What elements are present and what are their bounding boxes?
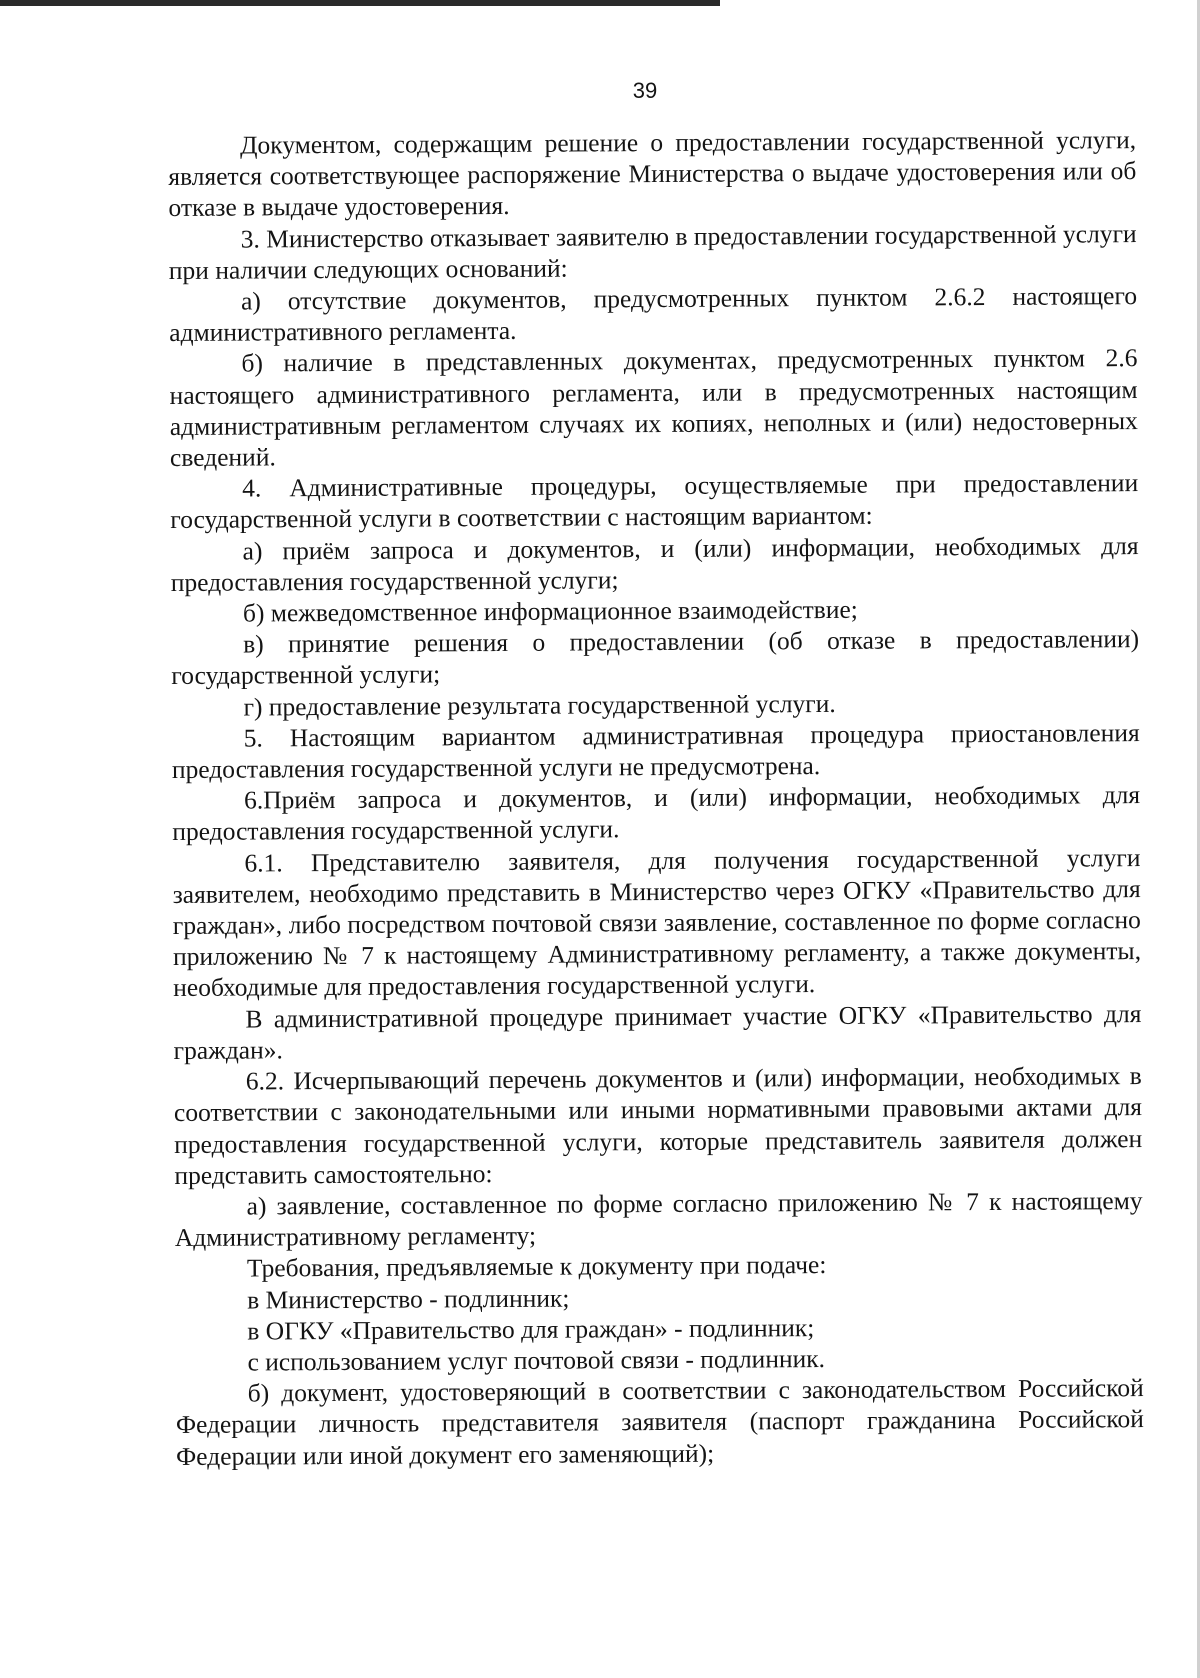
paragraph-3a: а) отсутствие документов, предусмотренных пунктом 2.6.2 настоящего административного регламента. xyxy=(169,281,1138,348)
paragraph-5-suspension: 5. Настоящим вариантом административная процедура приостановления предоставления государственной услуги не предусмотрена. xyxy=(171,717,1140,785)
paragraph-3-refusal: 3. Министерство отказывает заявителю в предоставлении государственной услуги при наличии следующих оснований: xyxy=(168,218,1137,285)
paragraph-req-ministry: в Министерство - подлинник; xyxy=(247,1283,570,1315)
paragraph-6-2a: а) заявление, составленное по форме согласно приложению № 7 к настоящему Административному регламенту; xyxy=(174,1185,1143,1253)
paragraph-req-ogku: в ОГКУ «Правительство для граждан» - подлинник; xyxy=(247,1312,815,1346)
paragraph-4a: а) приём запроса и документов, и (или) информации, необходимых для предоставления государственной услуги; xyxy=(170,530,1139,597)
paragraph-requirements: Требования, предъявляемые к документу при подаче: xyxy=(246,1250,827,1283)
paragraph-4d: г) предоставление результата государственной услуги. xyxy=(243,688,836,722)
page-number: 39 xyxy=(632,78,658,103)
paragraph-4c: в) принятие решения о предоставлении (об отказе в предоставлении) государственной услуги; xyxy=(171,624,1140,691)
paragraph-3b: б) наличие в представленных документах, предусмотренных пунктом 2.6 настоящего административного регламента, или в предусмотренных настоящим административным регламентом случаях их копиях, неполных и (или) недостоверных сведений. xyxy=(169,343,1138,473)
paragraph-6-heading: 6.Приём запроса и документов, и (или) информации, необходимых для предоставления государственной услуги. xyxy=(172,780,1141,847)
paragraph-4-procedures: 4. Административные процедуры, осуществляемые при предоставлении государственной услуги в соответствии с настоящим вариантом: xyxy=(170,468,1139,535)
paragraph-req-postal: с использованием услуг почтовой связи - подлинник. xyxy=(247,1343,826,1377)
paragraph-decision-document: Документом, содержащим решение о предоставлении государственной услуги, является соответствующее распоряжение Министерства о выдаче удостоверения или об отказе в выдаче удостоверения. xyxy=(168,125,1137,223)
paragraph-6-1: 6.1. Представителю заявителя, для получения государственной услуги заявителем, необходимо представить в Министерство через ОГКУ «Правительство для граждан», либо посредством почтовой связи заявление, составленное по форме согласно приложению № 7 к настоящему Административному регламенту, а также документы, необходимые для предоставления государственной услуги. xyxy=(172,842,1142,1003)
paragraph-6-2: 6.2. Исчерпывающий перечень документов и (или) информации, необходимых в соответствии с законодательными или иными нормативными правовыми актами для предоставления государственной услуги, которые представитель заявителя должен представить самостоятельно: xyxy=(173,1061,1143,1190)
paragraph-6-2b: б) документ, удостоверяющий в соответствии с законодательством Российской Федерации личность представителя заявителя (паспорт гражданина Российской Федерации или иной документ его заменяющий); xyxy=(175,1373,1144,1471)
paragraph-6-1-participant: В административной процедуре принимает участие ОГКУ «Правительство для граждан». xyxy=(173,998,1142,1065)
scan-top-edge xyxy=(0,0,720,6)
document-body xyxy=(168,124,1144,1472)
paragraph-4b: б) межведомственное информационное взаимодействие; xyxy=(242,594,858,628)
